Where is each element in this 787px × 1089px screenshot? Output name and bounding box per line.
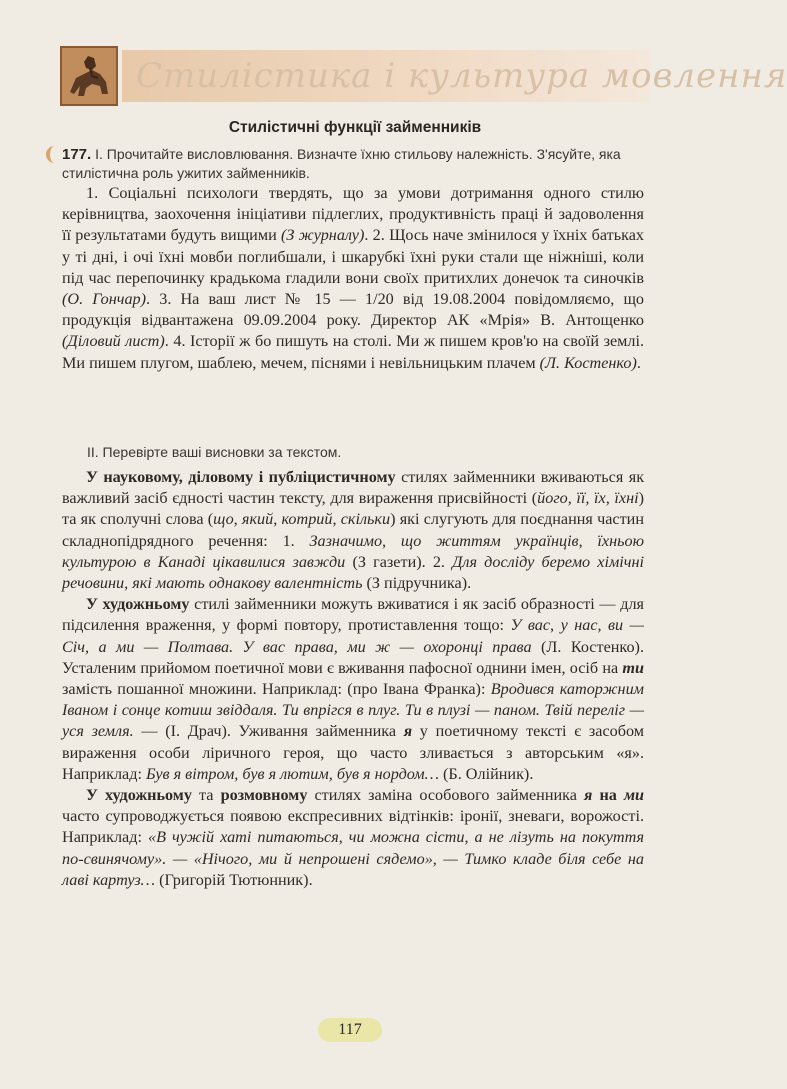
para-text: ) та як сполучні слова ( bbox=[62, 489, 644, 529]
para-lead: У bbox=[86, 786, 98, 805]
example-source: (Б. Олійник). bbox=[443, 764, 534, 783]
para-conj: та bbox=[199, 786, 214, 805]
example-sentence: Для досліду беремо хімічні речовини, які мають однакову валентність bbox=[62, 552, 645, 593]
example-sentence: Був я вітром, був я лютим, був я нордом… bbox=[146, 764, 439, 783]
page-number: 117 bbox=[318, 1018, 382, 1042]
example-source: (З підручника). bbox=[366, 574, 472, 593]
quote-text: Щось наче змінилося у їхніх батьках у ті дні, і очі їхні мовби поглибшали, і шкарубкі їхні руки стали ще ніжніші, коли під час перепочинку крадькома гладили вони своїх притихлих донечок та синочків bbox=[62, 226, 645, 287]
quote-source: (О. Гончар) bbox=[62, 290, 147, 309]
para-lead: У bbox=[86, 595, 98, 614]
quote-number: 3. bbox=[159, 290, 172, 309]
example-words: що, який, котрий, скільки bbox=[213, 510, 391, 529]
example-source: (З газети). bbox=[352, 552, 426, 571]
quote-source: (З журналу) bbox=[281, 226, 365, 245]
style-term: художньому bbox=[102, 595, 190, 614]
example-word: на bbox=[599, 786, 617, 805]
para-conj: і bbox=[258, 468, 264, 486]
example-words: його, її, їх, їхні bbox=[537, 489, 639, 508]
example-sentence: «В чужій хаті питаються, чи можна сісти, а не лізуть на покуття по-свинячому». — «Нічого, ми й непрошені сядемо», — Тимко кладе біля себе на лаві картуз… bbox=[62, 828, 645, 889]
paragraph-1 bbox=[62, 467, 644, 594]
example-source: (Григорій Тютюнник). bbox=[159, 870, 313, 889]
quote-source: (Діловий лист) bbox=[62, 332, 165, 351]
para-text: у поетичному тексті є засобом вираження особи ліричного героя, що часто зливається з авторським «я». Наприклад: bbox=[62, 722, 644, 783]
section-header bbox=[60, 40, 787, 112]
para-text: часто супроводжується появою експресивних відтінків: іронії, зневаги, ворожості. Наприклад: bbox=[62, 807, 644, 847]
task-instruction: І. Прочитайте висловлювання. Визначте їхню стильову належність. З'ясуйте, яка стилістична роль ужитих займенників. bbox=[62, 146, 621, 181]
task-number: 177. bbox=[62, 146, 92, 163]
quote-text: На ваш лист № 15 — 1/20 від 19.08.2004 повідомляємо, що продукція відвантажена 09.09.2004 року. Директор АК «Мрія» В. Антощенко bbox=[62, 290, 645, 330]
quotes-block: 1. Соціальні психологи твердять, що за умови дотримання одного стилю керівництва, заохочення ініціативи підлеглих, продуктивність праці й задоволення її результатами будуть вищими (З журналу). 2. Щось наче змінилося у їхніх батьках у ті дні, і очі їхні мовби поглибшали, і шкарубкі їхні руки стали ще ніжніші, коли під час перепочинку крадькома гладили вони своїх притихлих донечок та синочків (О. Гончар). 3. На ваш лист № 15 — 1/20 від 19.08.2004 повідомляємо, що продукція відвантажена 09.09.2004 року. Директор АК «Мрія» В. Антощенко (Діловий лист). 4. Історії ж бо пишуть на столі. Ми ж пишем кров'ю на своїй землі. Ми пишем плугом, шаблею, мечем, піснями і невільницьким плачем (Л. Костенко). bbox=[62, 184, 645, 372]
para-text: стилях займенники вживаються як важливий засіб єдності частин тексту, для вираження присвійності ( bbox=[62, 468, 645, 508]
example-number: 2. bbox=[432, 552, 445, 571]
example-word: ми bbox=[623, 786, 645, 805]
example-word: ти bbox=[622, 658, 645, 677]
quote-number: 4. bbox=[173, 332, 186, 351]
para-text: Уживання займенника bbox=[238, 722, 397, 741]
paragraph-3 bbox=[62, 785, 644, 891]
para-text: ) які слугують для поєднання частин складнопідрядного речення: 1. bbox=[62, 510, 644, 550]
quote-text: Історії ж бо пишуть на столі. Ми ж пишем кров'ю на своїй землі. Ми пишем плугом, шаблею, мечем, піснями і невільницьким плачем bbox=[62, 332, 645, 372]
para-lead: У bbox=[86, 468, 98, 486]
para-text: Усталеним прийомом поетичної мови є вживання пафосної однини імен, осіб на bbox=[62, 658, 619, 677]
quote-source: (Л. Костенко) bbox=[539, 353, 637, 372]
style-term: публіцистичному bbox=[268, 468, 396, 486]
section-title: Стилістичні функції займенників bbox=[228, 119, 482, 136]
style-term: діловому bbox=[188, 468, 254, 486]
quote-number: 2. bbox=[372, 226, 385, 245]
quote-text: Соціальні психологи твердять, що за умови дотримання одного стилю керівництва, заохочення ініціативи підлеглих, продуктивність праці й задоволення її результатами будуть вищими bbox=[62, 184, 645, 245]
example-source: (Л. Костенко). bbox=[540, 637, 644, 656]
example-sentence: Зазначимо, що життям українців, їхньою культурою в Канаді цікавилися завжди bbox=[62, 531, 644, 571]
example-sentence: У вас, у нас, ви — Січ, а ми — Полтава. У вас права, ми ж — охоронці права bbox=[62, 616, 645, 656]
style-term: науковому, bbox=[103, 468, 183, 486]
example-sentence: Вродився каторжним Іваном і сонце котиш звіддаля. Ти впрігся в плуг. Ти в плузі — паном. Твій переліг — уся земля. bbox=[62, 680, 645, 741]
main-text bbox=[62, 467, 644, 891]
para-text: стилях заміна особового займенника bbox=[314, 786, 577, 805]
example-source: — (І. Драч). bbox=[141, 722, 231, 741]
task-177-part-2: ІІ. Перевірте ваші висновки за текстом. bbox=[87, 444, 342, 460]
task-marker-icon bbox=[46, 146, 62, 163]
task-177 bbox=[62, 145, 644, 183]
style-term: розмовному bbox=[220, 786, 308, 805]
paragraph-2 bbox=[62, 594, 644, 785]
example-word: я bbox=[584, 786, 593, 805]
para-text: замість пошанної множини. Наприклад: (про Івана Франка): bbox=[62, 680, 486, 699]
style-term: художньому bbox=[104, 786, 192, 805]
example-word: я bbox=[403, 722, 413, 741]
header-title: Стилістика і культура мовлення bbox=[136, 56, 787, 96]
para-text: стилі займенники можуть вживатися і як засіб образності — для підсилення враження, у формі повтору, протиставлення тощо: bbox=[62, 595, 645, 635]
quote-number: 1. bbox=[86, 184, 99, 202]
horse-rider-illustration-icon bbox=[60, 46, 118, 106]
